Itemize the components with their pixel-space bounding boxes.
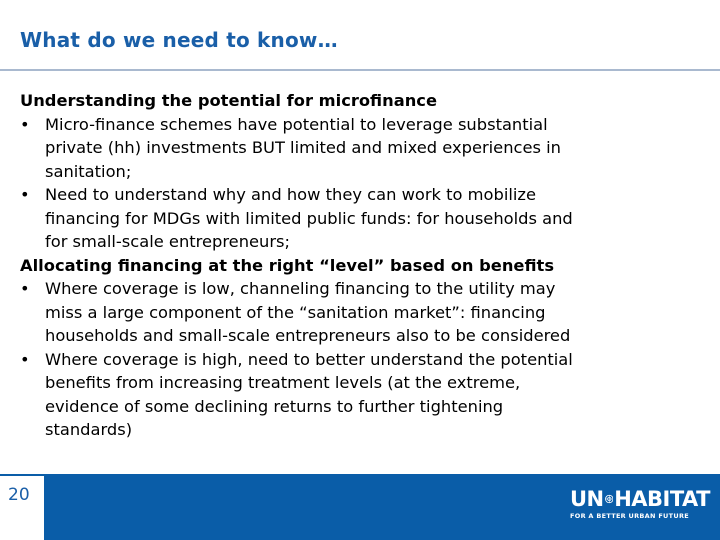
bullet-line: private (hh) investments BUT limited and mixed experiences in xyxy=(45,138,561,157)
bullet-item xyxy=(20,183,710,254)
bullet-line: financing for MDGs with limited public funds: for households and xyxy=(45,208,573,228)
logo-wordmark-left: UN xyxy=(570,487,604,511)
bullet-line: sanitation; xyxy=(45,161,132,181)
section-heading-microfinance: Understanding the potential for microfinance xyxy=(20,91,437,110)
bullet-line: households and small-scale entrepreneurs also to be considered xyxy=(45,326,571,345)
bullet-item xyxy=(20,113,710,184)
bullet-marker: • xyxy=(20,185,30,204)
slide-title: What do we need to know… xyxy=(20,28,338,52)
section-heading-allocating-financing: Allocating financing at the right “level” based on benefits xyxy=(20,255,555,275)
logo-tagline: FOR A BETTER URBAN FUTURE xyxy=(570,512,689,520)
bullet-line: miss a large component of the “sanitation market”: financing xyxy=(45,302,546,322)
bullet-line: for small-scale entrepreneurs; xyxy=(45,232,291,251)
un-emblem-icon xyxy=(605,491,614,507)
bullet-marker: • xyxy=(20,279,30,298)
bullet-line: Micro-finance schemes have potential to leverage substantial xyxy=(45,114,548,134)
bullet-item xyxy=(20,277,710,348)
bullet-line: benefits from increasing treatment levels (at the extreme, xyxy=(45,373,521,392)
logo-wordmark-right: HABITAT xyxy=(614,487,710,511)
slide-content xyxy=(20,89,710,442)
un-habitat-logo xyxy=(570,488,710,528)
bullet-item xyxy=(20,348,710,442)
title-divider xyxy=(0,69,720,71)
bullet-line: Where coverage is low, channeling financing to the utility may xyxy=(45,279,556,298)
bullet-marker: • xyxy=(20,349,30,369)
bullet-line: evidence of some declining returns to further tightening xyxy=(45,396,504,416)
bullet-line: standards) xyxy=(45,420,133,439)
bullet-line: Need to understand why and how they can work to mobilize xyxy=(45,185,536,204)
logo-wordmark xyxy=(570,488,710,510)
page-number: 20 xyxy=(0,474,46,540)
bullet-line: Where coverage is high, need to better understand the potential xyxy=(45,349,573,369)
bullet-marker: • xyxy=(20,114,30,134)
